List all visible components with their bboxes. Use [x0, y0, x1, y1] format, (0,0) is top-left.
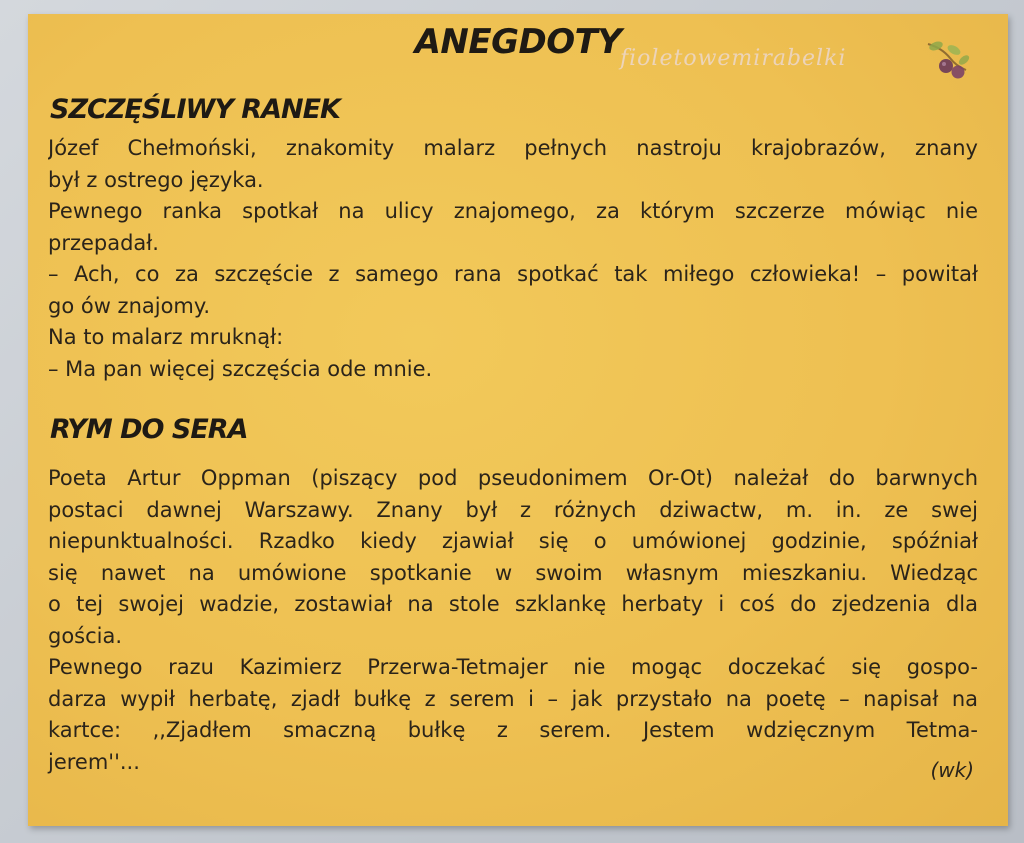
section-heading-szczesliwy-ranek: SZCZĘŚLIWY RANEK [50, 94, 340, 125]
text-line: gościa. [48, 623, 123, 648]
text-line: Józef Chełmoński, znakomity malarz pełnych nastroju krajobrazów, znany [48, 136, 978, 160]
text-line: jerem''... [48, 749, 140, 774]
author-signature: (wk) [930, 758, 974, 782]
text-line: niepunktualności. Rzadko kiedy zjawiał się o umówionej godzinie, spóźniał [48, 529, 978, 553]
text-line: darza wypił herbatę, zjadł bułkę z serem i – jak przystało na poetę – napisał na [48, 686, 978, 711]
section-heading-rym-do-sera: RYM DO SERA [50, 414, 248, 445]
newspaper-clipping [28, 14, 1008, 826]
text-line: Poeta Artur Oppman (piszący pod pseudonimem Or-Ot) należał do barwnych [48, 466, 978, 490]
text-line: – Ma pan więcej szczęścia ode mnie. [48, 356, 433, 381]
text-line: Na to malarz mruknął: [48, 325, 284, 349]
anecdote-text-szczesliwy-ranek [48, 133, 978, 385]
text-line: Pewnego razu Kazimierz Przerwa-Tetmajer nie mogąc doczekać się gospo- [48, 655, 978, 679]
anecdote-text-rym-do-sera [48, 463, 978, 778]
text-line: przepadał. [48, 230, 159, 255]
text-line: był z ostrego języka. [48, 167, 264, 192]
text-line: Pewnego ranka spotkał na ulicy znajomego, za którym szczerze mówiąc nie [48, 199, 978, 223]
page-title: ANEGDOTY [414, 22, 622, 62]
text-line: o tej swojej wadzie, zostawiał na stole szklankę herbaty i coś do zjedzenia dla [48, 592, 978, 616]
text-line: się nawet na umówione spotkanie w swoim własnym mieszkaniu. Wiedząc [48, 560, 978, 585]
text-line: postaci dawnej Warszawy. Znany był z różnych dziwactw, m. in. ze swej [48, 497, 978, 522]
text-line: kartce: ,,Zjadłem smaczną bułkę z serem. Jestem wdzięcznym Tetma- [48, 718, 978, 742]
text-line: go ów znajomy. [48, 293, 211, 318]
plum-branch-icon [920, 30, 976, 86]
text-line: – Ach, co za szczęście z samego rana spotkać tak miłego człowieka! – powitał [48, 262, 978, 286]
watermark-text: fioletowemirabelki [620, 46, 847, 71]
